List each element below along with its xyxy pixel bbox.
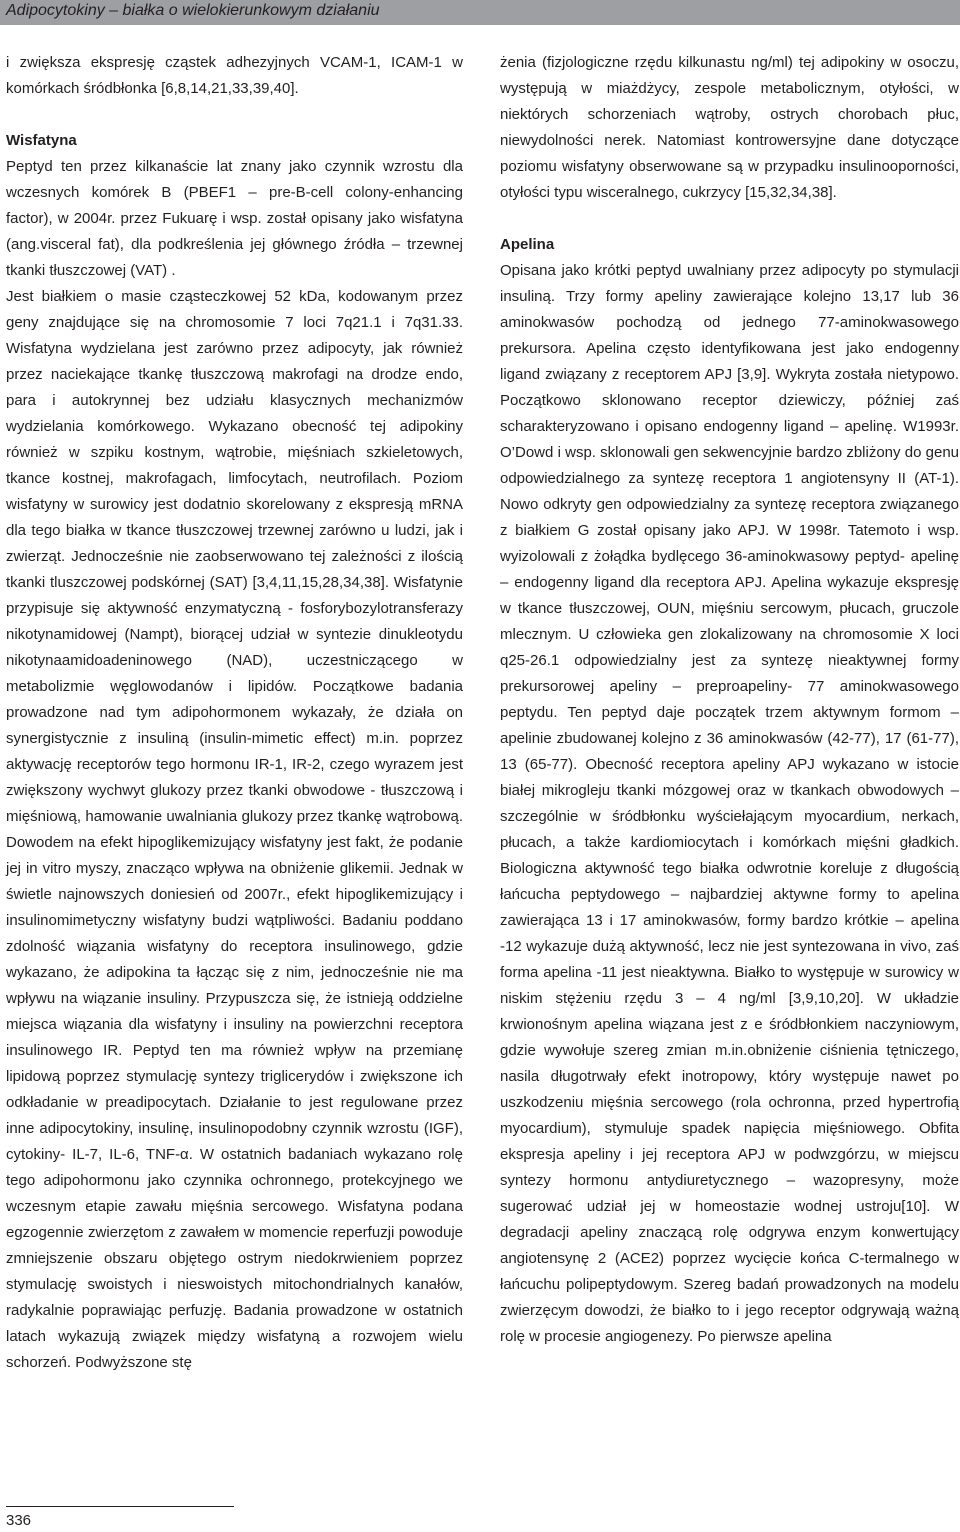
wisfatyna-continuation-paragraph: żenia (fizjologiczne rzędu kilkunastu ng/ml) tej adipokiny w osoczu, występują w miażdżycy, zespole metabolicznym, otyłości, w niektórych schorzeniach wątroby, ostrych chorobach płuc, niewydolności nerek. Natomiast kontrowersyjne dane dotyczące poziomu wisfatyny obserwowane są w przypadku insulinooporności, otyłości typu wisceralnego, cukrzycy [15,32,34,38]. xyxy=(500,54,959,201)
wisfatyna-paragraph-1: Peptyd ten przez kilkanaście lat znany jako czynnik wzrostu dla wczesnych komórek B (PBEF1 – pre-B-cell colony-enhancing factor), w 2004r. przez Fukuarę i wsp. został opisany jako wisfatyna (ang.visceral fat), dla podkreślenia jej głównego źródła – trzewnej tkanki tłuszczowej (VAT) . xyxy=(6,158,463,279)
paragraph-spacer xyxy=(500,206,959,232)
footer-rule xyxy=(6,1506,234,1507)
running-title: Adipocytokiny – białka o wielokierunkowym działaniu xyxy=(6,2,380,19)
page-number: 336 xyxy=(6,1512,32,1529)
apelina-paragraph: Opisana jako krótki peptyd uwalniany przez adipocyty po stymulacji insuliną. Trzy formy apeliny zawierające kolejno 13,17 lub 36 aminokwasów pochodzą od jednego 77-aminokwasowego prekursora. Apelina często identyfikowana jest jako endogenny ligand związany z receptorem APJ [3,9]. Wykryta została nietypowo. Początkowo sklonowano receptor dziewiczy, później zaś scharakteryzowano i opisano endogenny ligand – apelinę. W1993r. O’Dowd i wsp. sklonowali gen sekwencyjnie bardzo zbliżony do genu odpowiedzialnego za syntezę receptora 1 angiotensyny II (AT-1). Nowo odkryty gen odpowiedzialny za syntezę receptora związanego z białkiem G został opisany jako APJ. W 1998r. Tatemoto i wsp. wyizolowali z żołądka bydlęcego 36-aminokwasowy peptyd- apelinę – endogenny ligand dla receptora APJ. Apelina wykazuje ekspresję w tkance tłuszczowej, OUN, mięśniu sercowym, płucach, gruczole mlecznym. U człowieka gen zlokalizowany na chromosomie X loci q25-26.1 odpowiedzialny jest za syntezę nieaktywnej formy prekursorowej apeliny – preproapeliny- 77 aminokwasowego peptydu. Ten peptyd daje początek trzem aktywnym formom – apelinie zbudowanej kolejno z 36 aminokwasów (42-77), 17 (61-77), 13 (65-77). Obecność receptora apeliny APJ wykazano w istocie białej mikrogleju tkanki mózgowej oraz w tkankach obwodowych – szczególnie w śródbłonku wyściełającym myocardium, nerkach, płucach, a także kardiomiocytach i komórkach mięśni gładkich. Biologiczna aktywność tego białka odwrotnie koreluje z długością łańcucha peptydowego – najbardziej aktywne formy to apelina zawierająca 13 i 17 aminokwasów, formy bardzo krótkie – apelina -12 wykazuje dużą aktywność, lecz nie jest syntezowana in vivo, zaś forma apelina -11 jest nieaktywna. Białko to występuje w surowicy w niskim stężeniu rzędu 3 – 4 ng/ml [3,9,10,20]. W układzie krwionośnym apelina wiązana jest z e śródbłonkiem naczyniowym, gdzie wywołuje szereg zmian m.in.obniżenie ciśnienia tętniczego, nasila długotrwały efekt inotropowy, który występuje nawet po uszkodzeniu mięśnia sercowego (rola ochronna, przed hypertrofią myocardium), stymuluje spadek napięcia mięśniowego. Obfita ekspresja apeliny i jej receptora APJ w podwzgórzu, w miejscu syntezy hormonu antydiuretycznego – wazopresyny, może sugerować udział jej w homeostazie wodnej ustroju[10]. W degradacji apeliny znaczącą rolę odgrywa enzym konwertujący angiotensynę 2 (ACE2) poprzez wycięcie końca C-termalnego w łańcuchu polipeptydowym. Szereg badań prowadzonych na modelu zwierzęcym dowodzi, że białko to i jego receptor odgrywają ważną rolę w procesie angiogenezy. Po pierwsze apelina xyxy=(500,262,959,1345)
running-header-bar xyxy=(0,0,960,25)
right-column xyxy=(500,50,959,1350)
paragraph-spacer xyxy=(6,102,463,128)
left-column xyxy=(6,50,463,1376)
section-heading-apelina: Apelina xyxy=(500,236,555,253)
section-heading-wisfatyna: Wisfatyna xyxy=(6,132,77,149)
intro-paragraph: i zwiększa ekspresję cząstek adhezyjnych VCAM-1, ICAM-1 w komórkach śródbłonka [6,8,14,21,33,39,40]. xyxy=(6,54,463,97)
wisfatyna-paragraph-2: Jest białkiem o masie cząsteczkowej 52 kDa, kodowanym przez geny znajdujące się na chromosomie 7 loci 7q21.1 i 7q31.33. Wisfatyna wydzielana jest zarówno przez adipocyty, jak również przez naciekające tkankę tłuszczową makrofagi na drodze endo, para i autokrynnej bez udziału klasycznych mechanizmów wydzielania komórkowego. Wykazano obecność tej adipokiny również w szpiku kostnym, wątrobie, mięśniach szkieletowych, tkance kostnej, makrofagach, limfocytach, neutrofilach. Poziom wisfatyny w surowicy jest dodatnio skorelowany z ekspresją mRNA dla tego białka w tkance tłuszczowej trzewnej zarówno u ludzi, jak i zwierząt. Jednocześnie nie zaobserwowano tej zależności z ilością tkanki tluszczowej podskórnej (SAT) [3,4,11,15,28,34,38]. Wisfatynie przypisuje się aktywność enzymatyczną - fosforybozylotransferazy nikotynamidowej (Nampt), biorącej udział w syntezie dinukleotydu nikotynaamidoadeninowego (NAD), uczestniczącego w metabolizmie węglowodanów i lipidów. Początkowe badania prowadzone nad tym adipohormonem wykazały, że działa on synergistycznie z insuliną (insulin-mimetic effect) m.in. poprzez aktywację receptorów tego hormonu IR-1, IR-2, czego wyrazem jest zwiększony wychwyt glukozy przez tkanki obwodowe - tłuszczową i mięśniową, hamowanie uwalniania glukozy przez tkankę wątrobową. Dowodem na efekt hipoglikemizujący wisfatyny jest fakt, że podanie jej in vitro myszy, znacząco wpływa na obniżenie glikemii. Jednak w świetle najnowszych doniesień od 2007r., efekt hipoglikemizujący i insulinomimetyczny wisfatyny budzi wątpliwości. Badaniu poddano zdolność wiązania wisfatyny do receptora insulinowego, gdzie wykazano, że adipokina ta łącząc się z nim, jednocześnie nie ma wpływu na wiązanie insuliny. Przypuszcza się, że istnieją oddzielne miejsca wiązania dla wisfatyny i insuliny na powierzchni receptora insulinowego IR. Peptyd ten ma również wpływ na przemianę lipidową poprzez stymulację syntezy triglicerydów i zwiększone ich odkładanie w preadipocytach. Działanie to jest regulowane przez inne adipocytokiny, insulinę, insulinopodobny czynnik wzrostu (IGF), cytokiny- IL-7, IL-6, TNF-α. W ostatnich badaniach wykazano rolę tego adipohormonu jako czynnika ochronnego, protekcyjnego we wczesnym etapie zawału mięśnia sercowego. Wisfatyna podana egzogennie zwierzętom z zawałem w momencie reperfuzji powoduje zmniejszenie obszaru objętego ostrym niedokrwieniem poprzez stymulację swoistych i nieswoistych mitochondrialnych kanałów, radykalnie poprawiając perfuzję. Badania prowadzone w ostatnich latach wykazują związek między wisfatyną a rozwojem wielu schorzeń. Podwyższone stę xyxy=(6,288,463,1371)
